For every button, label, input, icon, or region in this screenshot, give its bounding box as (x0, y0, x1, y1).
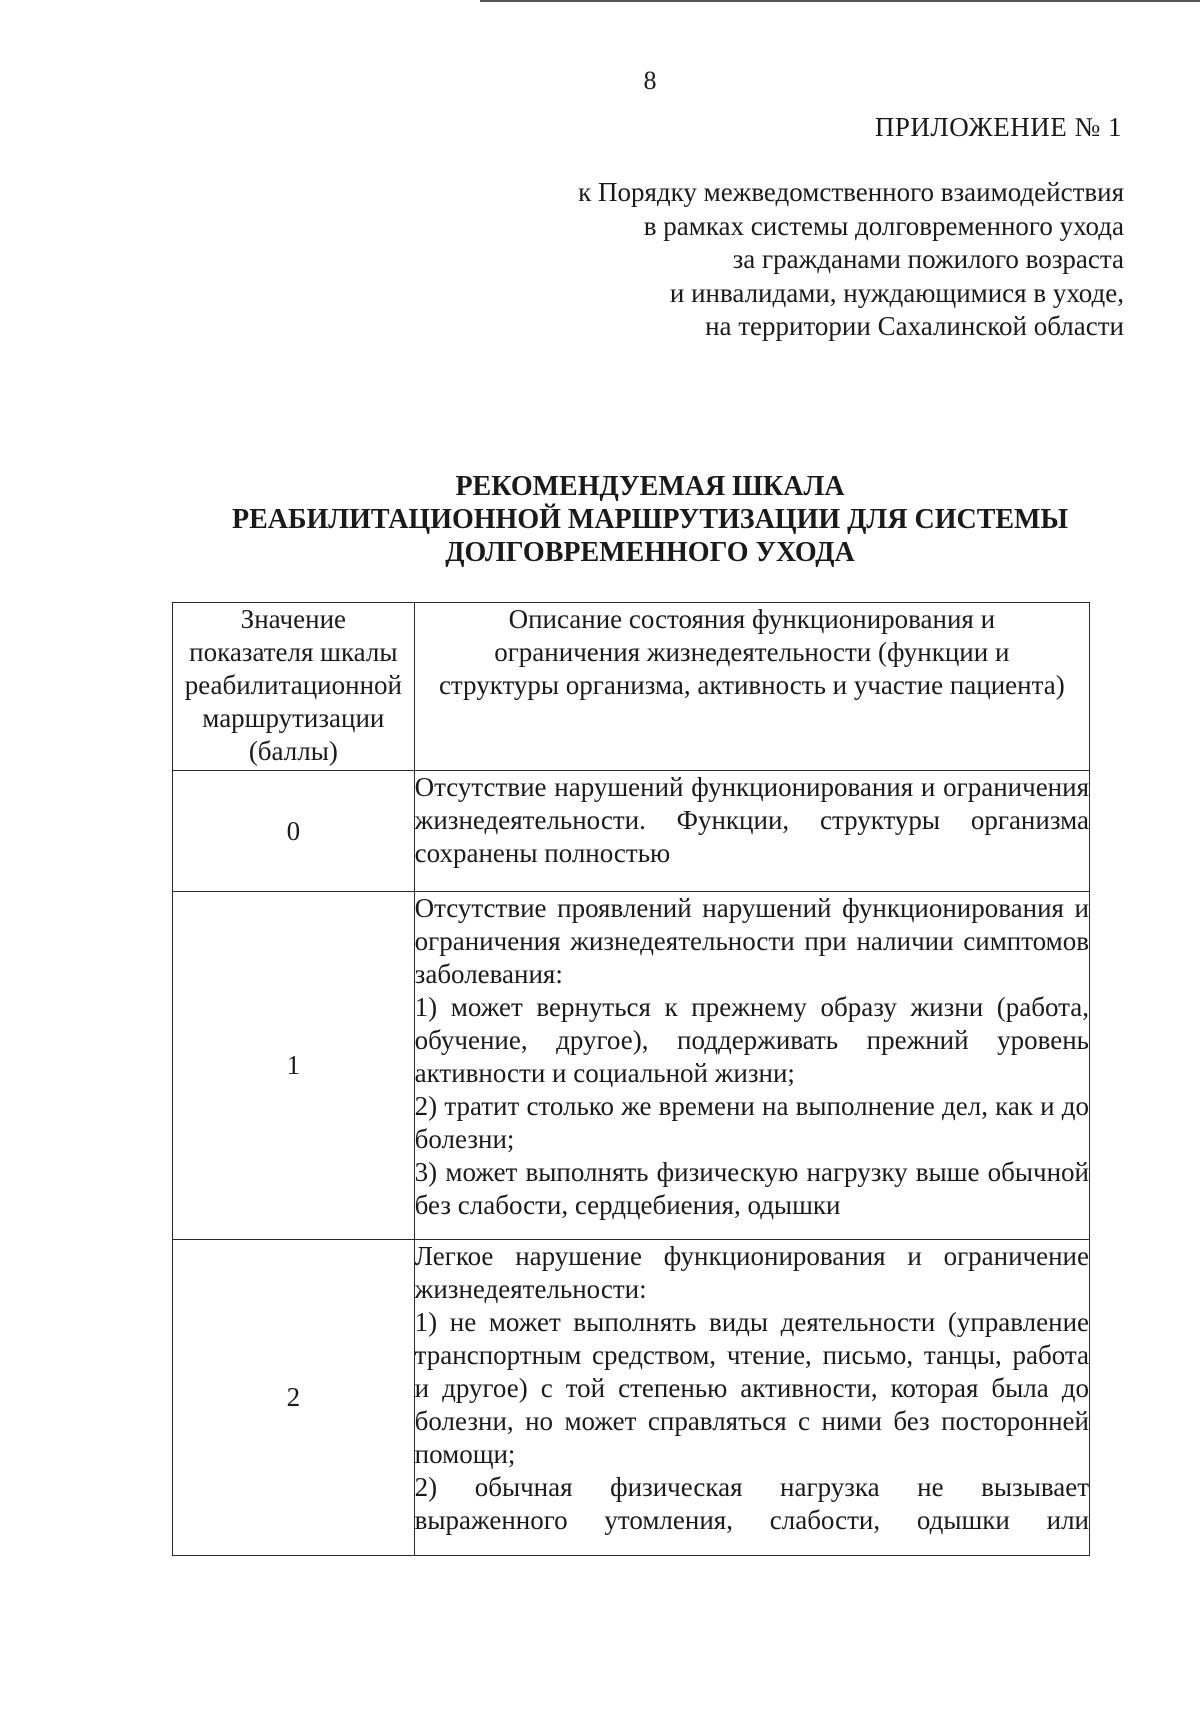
page-number: 8 (643, 66, 657, 95)
header-description-cell (414, 603, 1089, 771)
score-cell: 0 (173, 771, 415, 892)
rehabilitation-scale-table (172, 602, 1090, 1556)
title-line: ДОЛГОВРЕМЕННОГО УХОДА (445, 537, 855, 568)
description-paragraph: Отсутствие проявлений нарушений функционирования и ограничения жизнедеятельности при наличии симптомов заболевания: (414, 893, 1089, 989)
header-line: Описание состояния функционирования и (508, 604, 996, 634)
description-paragraph: 1) не может выполнять виды деятельности (управление транспортным средством, чтение, письмо, танцы, работа и другое) с той степенью активности, которая была до болезни, но может справляться с ними без посторонней помощи; (414, 1307, 1089, 1469)
appendix-line: на территории Сахалинской области (705, 311, 1124, 341)
appendix-subtitle (578, 176, 1124, 344)
description-cell (414, 771, 1089, 892)
title-line: РЕКОМЕНДУЕМАЯ ШКАЛА (455, 471, 845, 502)
description-paragraph: Легкое нарушение функционирования и ограничение жизнедеятельности: (414, 1241, 1089, 1304)
header-line: ограничения жизнедеятельности (функции и (494, 637, 1010, 667)
header-line: маршрутизации (202, 703, 385, 733)
appendix-line: в рамках системы долговременного ухода (643, 210, 1124, 241)
document-title (200, 470, 1100, 569)
table-row (173, 892, 1090, 1240)
header-line: реабилитационной (184, 670, 402, 700)
appendix-title: ПРИЛОЖЕНИЕ № 1 (874, 112, 1122, 142)
appendix-line: к Порядку межведомственного взаимодействия (578, 177, 1124, 207)
table-header-row (173, 603, 1090, 771)
table-row (173, 771, 1090, 892)
description-paragraph: 2) тратит столько же времени на выполнение дел, как и до болезни; (414, 1091, 1089, 1154)
table-row (173, 1240, 1090, 1556)
description-cell (414, 892, 1089, 1240)
description-paragraph: 3) может выполнять физическую нагрузку выше обычной без слабости, сердцебиения, одышки (414, 1157, 1089, 1220)
header-line: показателя шкалы (189, 637, 398, 667)
title-line: РЕАБИЛИТАЦИОННОЙ МАРШРУТИЗАЦИИ ДЛЯ СИСТЕМЫ (232, 504, 1068, 535)
appendix-line: и инвалидами, нуждающимися в уходе, (669, 277, 1124, 308)
header-score-cell (173, 603, 415, 771)
header-line: (баллы) (248, 736, 338, 766)
score-cell: 2 (173, 1240, 415, 1556)
description-paragraph: Отсутствие нарушений функционирования и ограничения жизнедеятельности. Функции, структуры организма сохранены полностью (414, 772, 1089, 868)
score-cell: 1 (173, 892, 415, 1240)
appendix-line: за гражданами пожилого возраста (732, 244, 1124, 274)
description-paragraph: 2) обычная физическая нагрузка не вызывает выраженного утомления, слабости, одышки или (414, 1472, 1089, 1535)
header-line: Значение (240, 604, 346, 634)
top-border-line (480, 0, 1200, 2)
description-cell (414, 1240, 1089, 1556)
header-line: структуры организма, активность и участие пациента) (438, 670, 1065, 700)
description-paragraph: 1) может вернуться к прежнему образу жизни (работа, обучение, другое), поддерживать прежний уровень активности и социальной жизни; (414, 992, 1089, 1088)
